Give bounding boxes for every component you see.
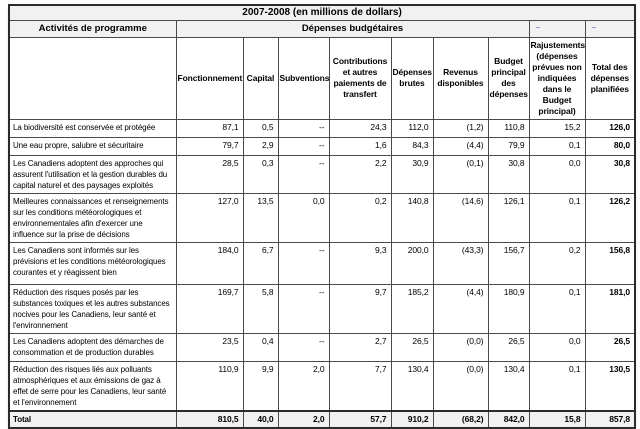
value-cell: 26,5 [488, 333, 529, 361]
value-cell: 0,1 [529, 284, 585, 333]
value-cell: (4,4) [433, 137, 488, 155]
value-cell: 0,1 [529, 361, 585, 411]
column-header-revenus-disponibles: Revenus disponibles [433, 37, 488, 119]
value-cell: (0,0) [433, 333, 488, 361]
value-cell: 9,7 [329, 284, 391, 333]
column-header-rajustements: Rajustements (dépenses prévues non indiquées dans le Budget principal) [529, 37, 585, 119]
table-title: 2007-2008 (en millions de dollars) [9, 5, 635, 20]
value-cell: (1,2) [433, 119, 488, 137]
value-cell: 0,4 [243, 333, 278, 361]
table-body [9, 119, 635, 428]
value-cell: 156,8 [585, 242, 635, 284]
value-cell: 130,4 [488, 361, 529, 411]
value-cell: -- [278, 242, 329, 284]
value-cell: 112,0 [391, 119, 433, 137]
total-row [9, 411, 635, 428]
value-cell: (0,0) [433, 361, 488, 411]
value-cell: 15,8 [529, 411, 585, 428]
value-cell: 0,1 [529, 193, 585, 242]
value-cell: 126,0 [585, 119, 635, 137]
value-cell: 1,6 [329, 137, 391, 155]
value-cell: 5,8 [243, 284, 278, 333]
column-header-fonctionnement: Fonctionnement [176, 37, 243, 119]
table-row [9, 242, 635, 284]
group-header-row [9, 20, 635, 37]
header-cell-total-footnote [585, 20, 635, 37]
value-cell: 7,7 [329, 361, 391, 411]
row-label: Réduction des risques liés aux polluants atmosphériques et aux émissions de gaz à effet de serre pour les Canadiens, leur santé et l'environnement [9, 361, 176, 411]
value-cell: 30,8 [585, 155, 635, 193]
value-cell: 24,3 [329, 119, 391, 137]
footnote-link-rajustements[interactable]: – [535, 22, 540, 32]
value-cell: 0,2 [329, 193, 391, 242]
row-label: Les Canadiens adoptent des démarches de consommation et de production durables [9, 333, 176, 361]
value-cell: 130,4 [391, 361, 433, 411]
row-label: Réduction des risques posés par les substances toxiques et les autres substances nocives pour les Canadiens, leur santé et l'environnement [9, 284, 176, 333]
col-header-depenses-budgetaires: Dépenses budgétaires [176, 20, 529, 37]
value-cell: 2,2 [329, 155, 391, 193]
value-cell: -- [278, 119, 329, 137]
column-header-empty [9, 37, 176, 119]
value-cell: 0,0 [529, 155, 585, 193]
value-cell: 169,7 [176, 284, 243, 333]
table-row [9, 119, 635, 137]
table-row [9, 193, 635, 242]
value-cell: 9,9 [243, 361, 278, 411]
table-row [9, 333, 635, 361]
total-row-label: Total [9, 411, 176, 428]
value-cell: 140,8 [391, 193, 433, 242]
value-cell: 857,8 [585, 411, 635, 428]
value-cell: (14,6) [433, 193, 488, 242]
value-cell: 126,1 [488, 193, 529, 242]
value-cell: 181,0 [585, 284, 635, 333]
value-cell: 2,0 [278, 361, 329, 411]
value-cell: 84,3 [391, 137, 433, 155]
value-cell: 40,0 [243, 411, 278, 428]
column-header-subventions: Subventions [278, 37, 329, 119]
value-cell: (0,1) [433, 155, 488, 193]
row-label: Une eau propre, salubre et sécuritaire [9, 137, 176, 155]
value-cell: 200,0 [391, 242, 433, 284]
value-cell: -- [278, 333, 329, 361]
title-row [9, 5, 635, 20]
row-label: Les Canadiens sont informés sur les prévisions et les conditions météorologiques courantes et y réagissent bien [9, 242, 176, 284]
value-cell: 110,8 [488, 119, 529, 137]
value-cell: (68,2) [433, 411, 488, 428]
value-cell: (4,4) [433, 284, 488, 333]
value-cell: 9,3 [329, 242, 391, 284]
value-cell: 13,5 [243, 193, 278, 242]
row-label: La biodiversité est conservée et protégée [9, 119, 176, 137]
value-cell: -- [278, 137, 329, 155]
row-label: Meilleures connaissances et renseignements sur les conditions météorologiques et environnementales afin d'exercer une influence sur la prise de décisions [9, 193, 176, 242]
value-cell: 0,2 [529, 242, 585, 284]
value-cell: 810,5 [176, 411, 243, 428]
value-cell: 185,2 [391, 284, 433, 333]
value-cell: 126,2 [585, 193, 635, 242]
value-cell: 30,9 [391, 155, 433, 193]
value-cell: 26,5 [585, 333, 635, 361]
column-header-total-depenses-planifiees: Total des dépenses planifiées [585, 37, 635, 119]
table-row [9, 137, 635, 155]
value-cell: 80,0 [585, 137, 635, 155]
value-cell: 26,5 [391, 333, 433, 361]
column-header-contributions: Contributions et autres paiements de transfert [329, 37, 391, 119]
value-cell: 0,1 [529, 137, 585, 155]
value-cell: 127,0 [176, 193, 243, 242]
value-cell: 2,7 [329, 333, 391, 361]
value-cell: 180,9 [488, 284, 529, 333]
value-cell: 0,0 [278, 193, 329, 242]
value-cell: 130,5 [585, 361, 635, 411]
column-header-capital: Capital [243, 37, 278, 119]
budget-table [8, 4, 636, 429]
value-cell: 28,5 [176, 155, 243, 193]
column-header-budget-principal: Budget principal des dépenses [488, 37, 529, 119]
value-cell: 156,7 [488, 242, 529, 284]
value-cell: 110,9 [176, 361, 243, 411]
value-cell: 15,2 [529, 119, 585, 137]
table-row [9, 155, 635, 193]
column-header-depenses-brutes: Dépenses brutes [391, 37, 433, 119]
value-cell: 184,0 [176, 242, 243, 284]
value-cell: -- [278, 155, 329, 193]
table-row [9, 361, 635, 411]
value-cell: 79,7 [176, 137, 243, 155]
value-cell: 842,0 [488, 411, 529, 428]
value-cell: 910,2 [391, 411, 433, 428]
value-cell: 6,7 [243, 242, 278, 284]
table-row [9, 284, 635, 333]
value-cell: 0,5 [243, 119, 278, 137]
value-cell: 57,7 [329, 411, 391, 428]
value-cell: 2,0 [278, 411, 329, 428]
value-cell: 0,3 [243, 155, 278, 193]
col-header-activites-de-programme: Activités de programme [9, 20, 176, 37]
value-cell: 87,1 [176, 119, 243, 137]
footnote-link-total[interactable]: – [591, 22, 596, 32]
value-cell: -- [278, 284, 329, 333]
value-cell: (43,3) [433, 242, 488, 284]
column-header-row [9, 37, 635, 119]
value-cell: 30,8 [488, 155, 529, 193]
value-cell: 79,9 [488, 137, 529, 155]
row-label: Les Canadiens adoptent des approches qui assurent l'utilisation et la gestion durables du capital naturel et des paysages exploités [9, 155, 176, 193]
header-cell-rajustements-footnote [529, 20, 585, 37]
value-cell: 23,5 [176, 333, 243, 361]
value-cell: 0,0 [529, 333, 585, 361]
value-cell: 2,9 [243, 137, 278, 155]
